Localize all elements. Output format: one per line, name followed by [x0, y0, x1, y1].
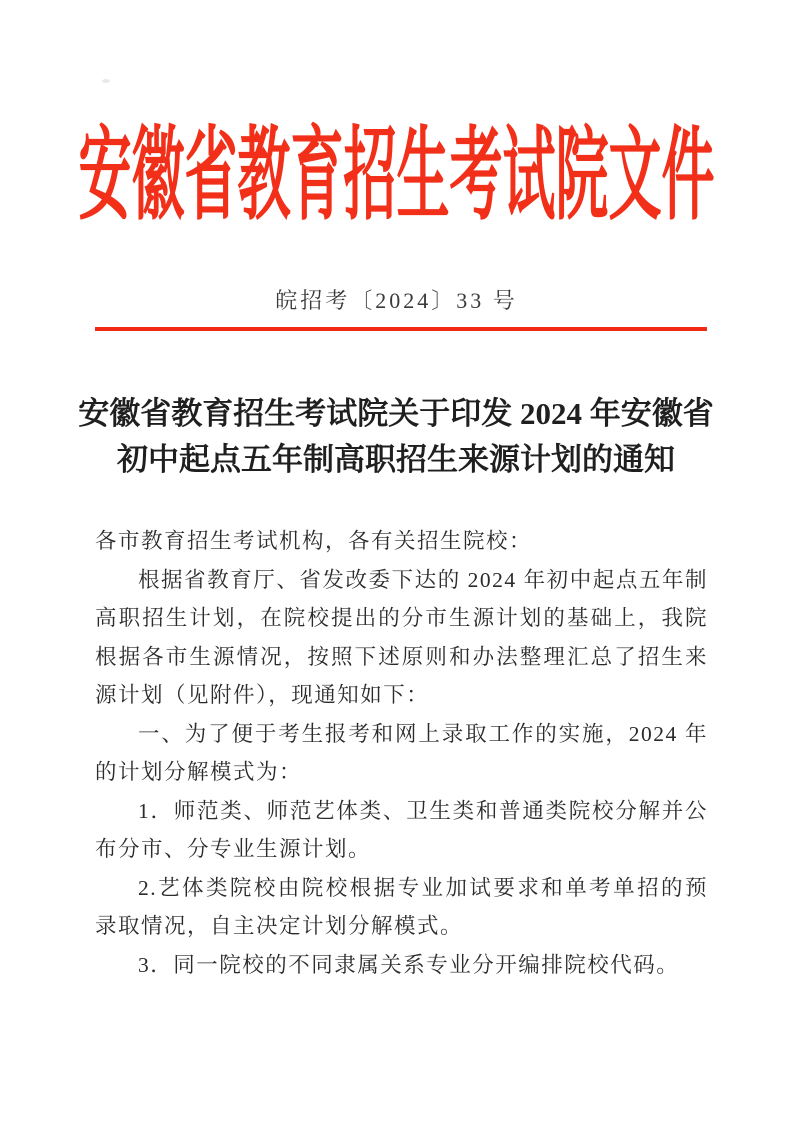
- document-body: [95, 522, 708, 984]
- scan-speck: [102, 79, 110, 83]
- body-paragraph: 一、为了便于考生报考和网上录取工作的实施，2024 年的计划分解模式为：: [95, 721, 708, 784]
- document-title-line2: 初中起点五年制高职招生来源计划的通知: [117, 442, 675, 477]
- salutation-line: 各市教育招生考试机构，各有关招生院校：: [95, 529, 533, 553]
- document-number: 皖招考〔2024〕33 号: [275, 288, 518, 313]
- letterhead-banner: [0, 112, 793, 234]
- red-divider-rule: [95, 327, 707, 331]
- letterhead-title: 安徽省教育招生考试院文件: [78, 121, 715, 234]
- body-paragraph: 3．同一院校的不同隶属关系专业分开编排院校代码。: [138, 952, 680, 977]
- body-paragraph: 根据省教育厅、省发改委下达的 2024 年初中起点五年制高职招生计划，在院校提出的分市生源计划的基础上，我院根据各市生源情况，按照下述原则和办法整理汇总了招生来源计划（见附件），现通知如下：: [95, 567, 708, 707]
- document-title: [46, 391, 746, 483]
- body-paragraph: 2.艺体类院校由院校根据专业加试要求和单考单招的预录取情况，自主决定计划分解模式。: [95, 875, 708, 938]
- document-title-line1: 安徽省教育招生考试院关于印发 2024 年安徽省: [78, 396, 714, 431]
- body-paragraph: 1．师范类、师范艺体类、卫生类和普通类院校分解并公布分市、分专业生源计划。: [95, 798, 708, 861]
